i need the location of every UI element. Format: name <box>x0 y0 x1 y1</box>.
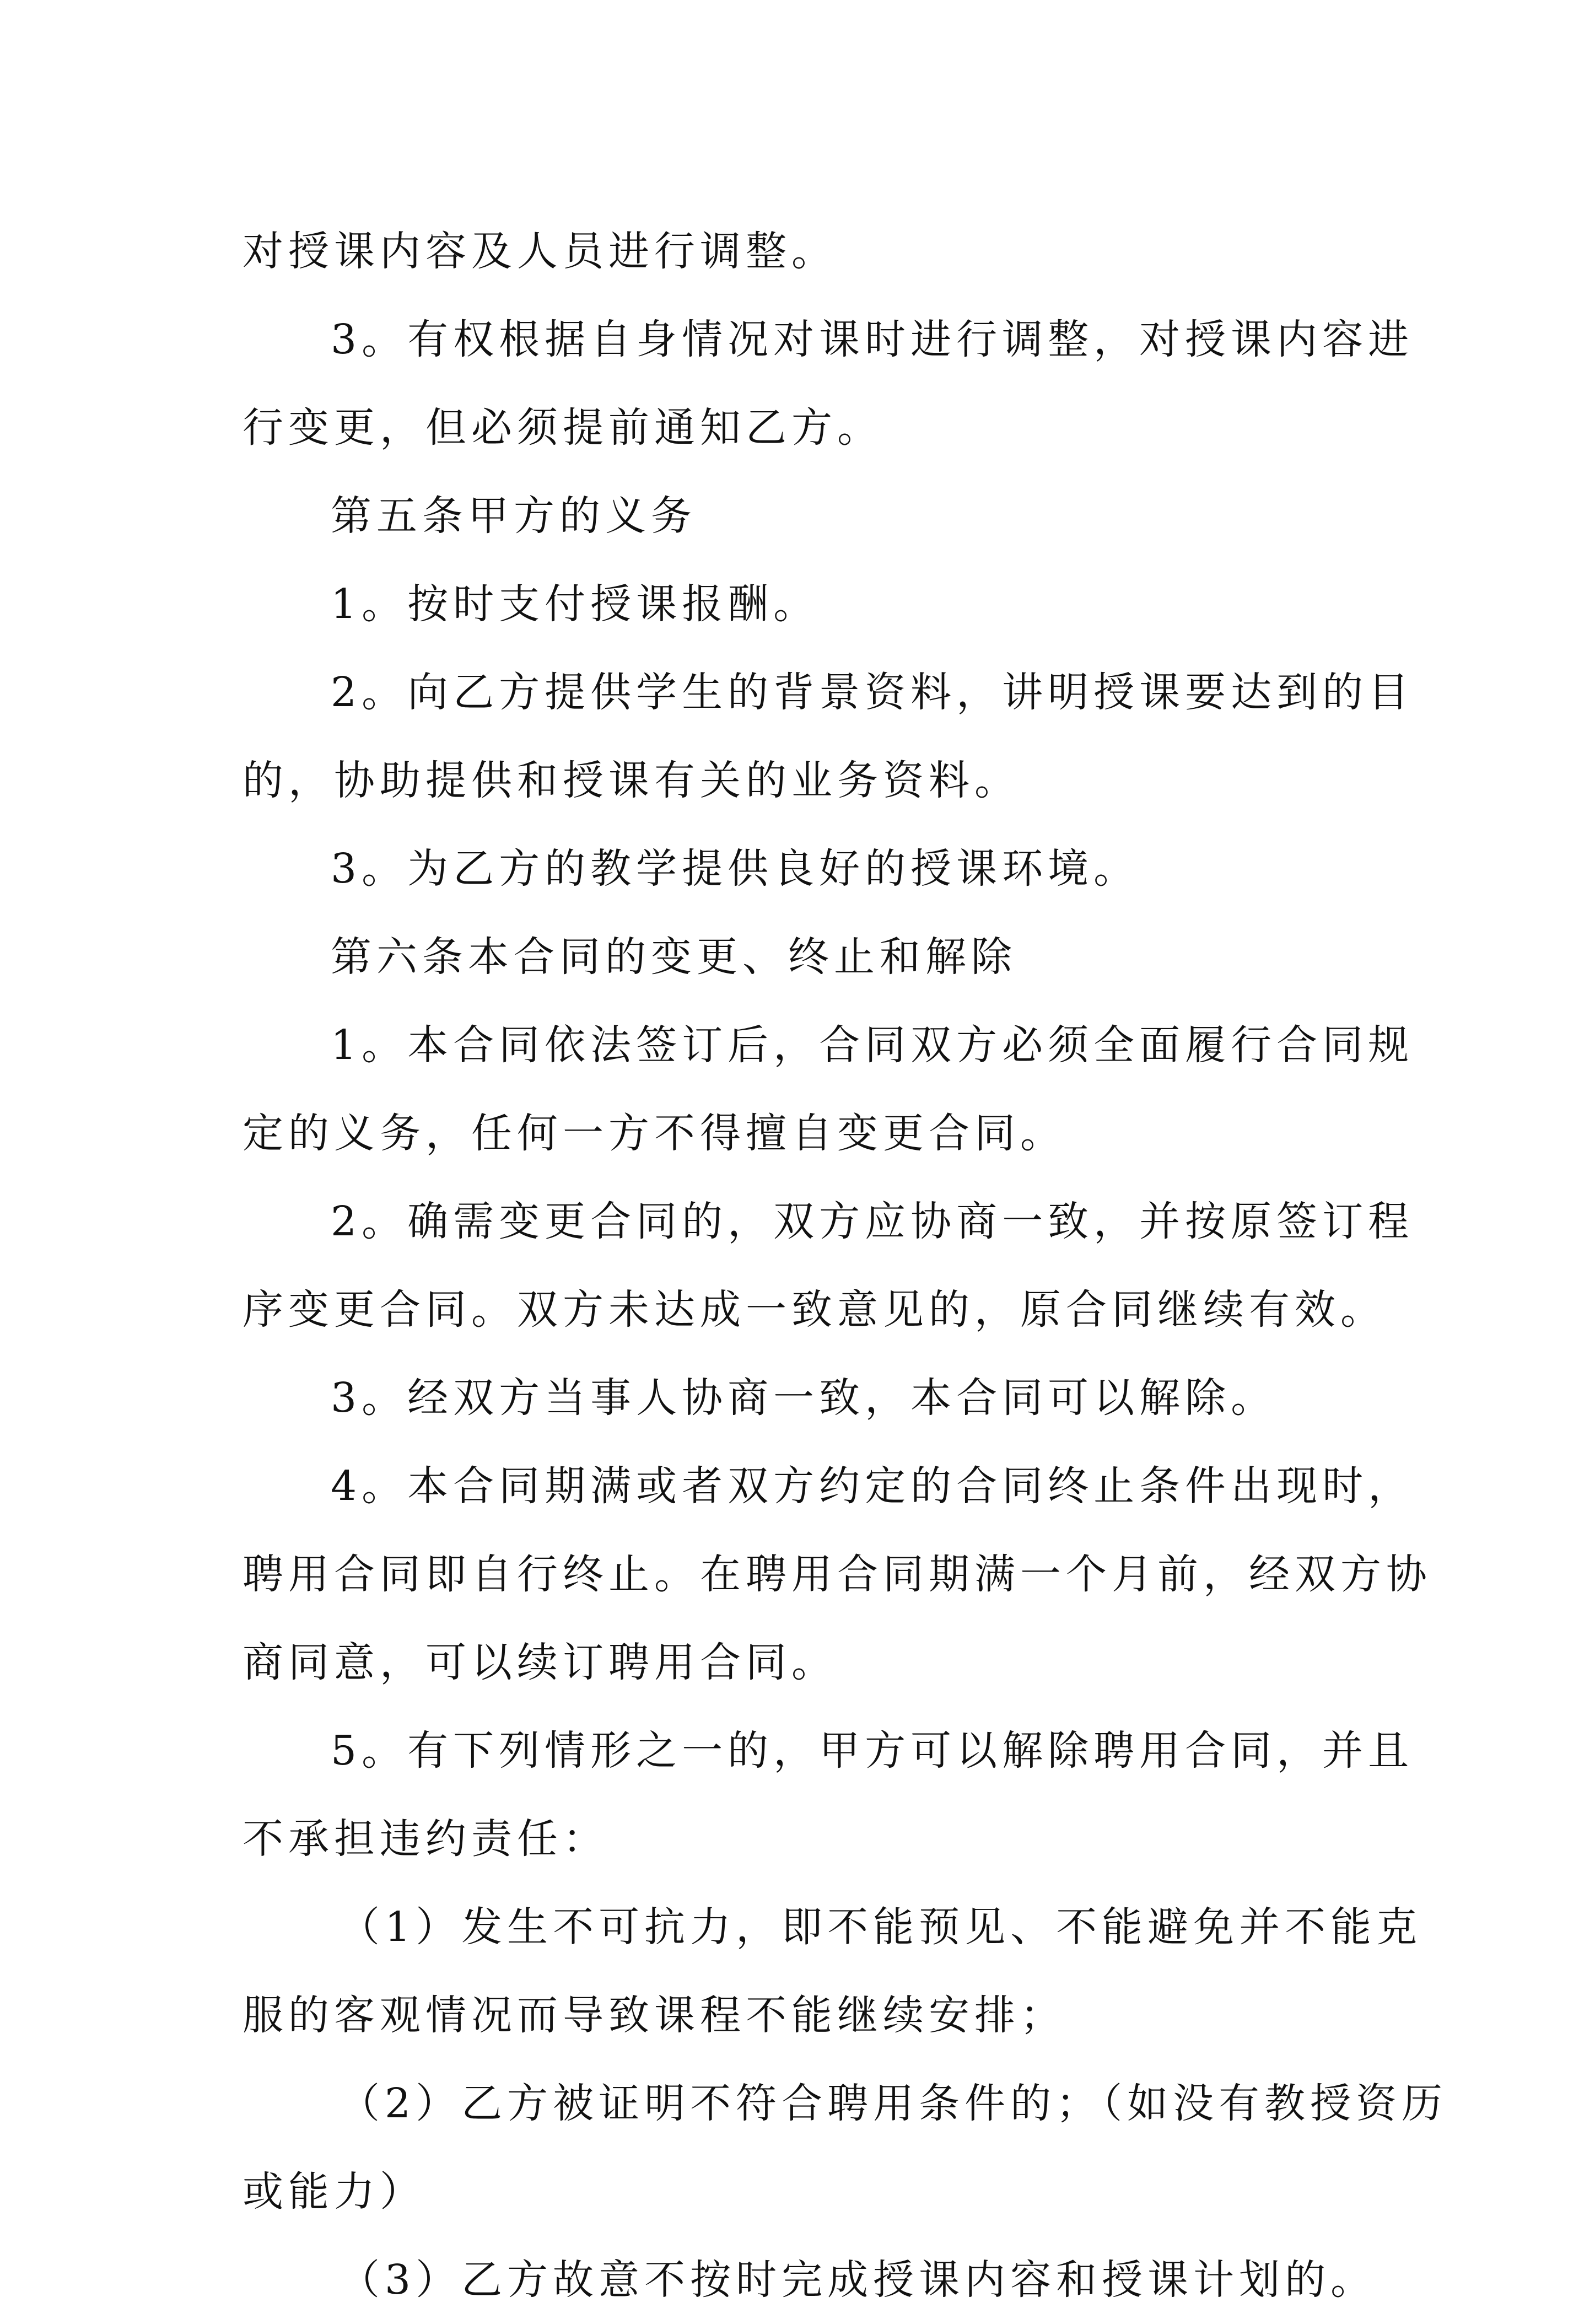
paragraph-line: 商同意，可以续订聘用合同。 <box>243 1639 837 1686</box>
paragraph-line: 5。有下列情形之一的，甲方可以解除聘用合同，并且 <box>331 1727 1414 1774</box>
paragraph-line: 1。按时支付授课报酬。 <box>331 580 820 628</box>
list-item-line: （3）乙方故意不按时完成授课内容和授课计划的。 <box>339 2256 1377 2304</box>
section-heading: 第五条甲方的义务 <box>331 492 697 540</box>
paragraph-line: 对授课内容及人员进行调整。 <box>243 228 837 275</box>
paragraph-line: 3。有权根据自身情况对课时进行调整，对授课内容进 <box>331 316 1414 363</box>
paragraph-line: 1。本合同依法签订后，合同双方必须全面履行合同规 <box>331 1021 1414 1069</box>
paragraph-line: 3。经双方当事人协商一致，本合同可以解除。 <box>331 1374 1277 1422</box>
paragraph-line: 2。确需变更合同的，双方应协商一致，并按原签订程 <box>331 1198 1414 1245</box>
paragraph-line: 的，协助提供和授课有关的业务资料。 <box>243 757 1020 804</box>
paragraph-line: 3。为乙方的教学提供良好的授课环境。 <box>331 845 1140 892</box>
list-item-line: （2）乙方被证明不符合聘用条件的；（如没有教授资历 <box>339 2080 1448 2127</box>
paragraph-line: 定的义务，任何一方不得擅自变更合同。 <box>243 1110 1066 1157</box>
paragraph-line: 或能力） <box>243 2168 425 2215</box>
paragraph-line: 行变更，但必须提前通知乙方。 <box>243 404 883 451</box>
paragraph-line: 不承担违约责任： <box>243 1815 608 1863</box>
paragraph-line: 2。向乙方提供学生的背景资料，讲明授课要达到的目 <box>331 669 1414 716</box>
document-body <box>243 207 1448 2324</box>
section-heading: 第六条本合同的变更、终止和解除 <box>331 933 1017 981</box>
paragraph-line: 聘用合同即自行终止。在聘用合同期满一个月前，经双方协 <box>243 1551 1432 1598</box>
paragraph-line: 序变更合同。双方未达成一致意见的，原合同继续有效。 <box>243 1286 1386 1333</box>
list-item-line: （1）发生不可抗力，即不能预见、不能避免并不能克 <box>339 1903 1422 1951</box>
paragraph-line: 服的客观情况而导致课程不能继续安排； <box>243 1992 1066 2039</box>
paragraph-line: 4。本合同期满或者双方约定的合同终止条件出现时， <box>331 1462 1414 1510</box>
